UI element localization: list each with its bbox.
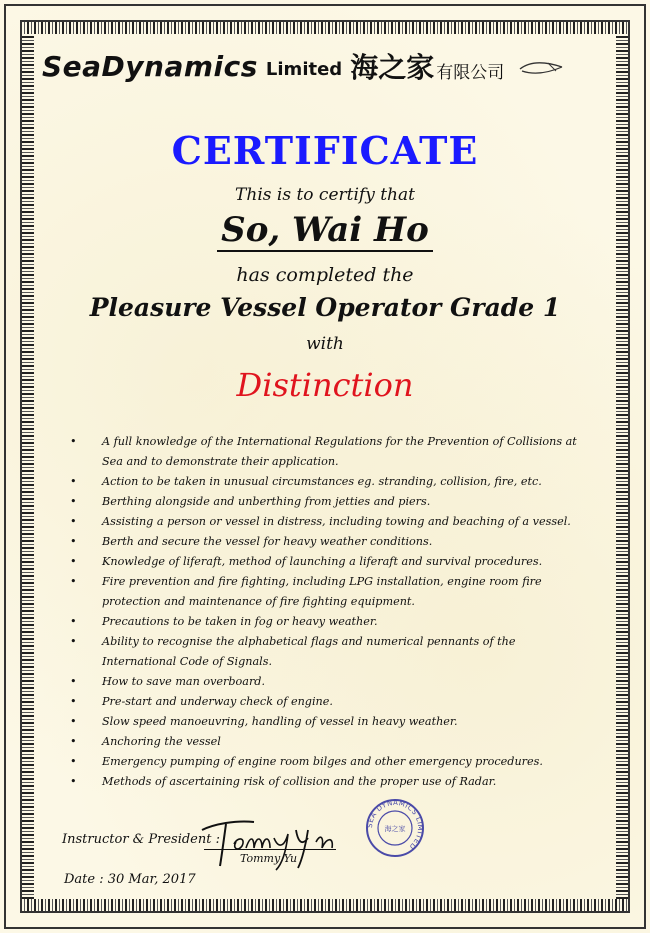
list-item-text: Assisting a person or vessel in distress, including towing and beaching of a vessel. (102, 515, 571, 528)
bullet-icon: • (70, 555, 77, 568)
signature-line (204, 849, 336, 850)
certificate-title: CERTIFICATE (171, 128, 479, 173)
list-item (68, 732, 588, 752)
competency-list (68, 432, 588, 792)
bullet-icon: • (70, 615, 77, 628)
list-item-text: How to save man overboard. (102, 675, 266, 688)
bullet-icon: • (70, 515, 77, 528)
bullet-icon: • (70, 775, 77, 788)
list-item (68, 692, 588, 712)
list-item (68, 572, 588, 612)
svg-text:海之家: 海之家 (384, 825, 406, 833)
list-item-text: Emergency pumping of engine room bilges and other emergency procedures. (102, 755, 543, 768)
signatory-name: Tommy Yu (240, 852, 298, 865)
bullet-icon: • (70, 695, 77, 708)
list-item-text: Pre-start and underway check of engine. (102, 695, 333, 708)
bullet-icon: • (70, 475, 77, 488)
chinese-company-name: 海之家 (350, 51, 435, 84)
bullet-icon: • (70, 495, 77, 508)
list-item (68, 612, 588, 632)
bullet-icon: • (70, 715, 77, 728)
list-item-text: Methods of ascertaining risk of collision and the proper use of Radar. (102, 775, 497, 788)
bullet-icon: • (70, 675, 77, 688)
instructor-label: Instructor & President : (62, 832, 220, 847)
list-item (68, 712, 588, 732)
list-item-text: Berth and secure the vessel for heavy weather conditions. (102, 535, 433, 548)
chinese-company-suffix: 有限公司 (436, 62, 505, 83)
svg-text:SEA DYNAMICS LIMITED: SEA DYNAMICS LIMITED (365, 798, 425, 851)
list-item (68, 772, 588, 792)
bullet-icon: • (70, 535, 77, 548)
grade-text: Distinction (236, 366, 414, 404)
bullet-icon: • (70, 435, 77, 448)
list-item (68, 472, 588, 492)
bullet-icon: • (70, 755, 77, 768)
bullet-icon: • (70, 635, 77, 648)
list-item (68, 432, 588, 472)
with-text: with (306, 334, 344, 354)
bullet-icon: • (70, 575, 77, 588)
list-item (68, 752, 588, 772)
list-item-text: Anchoring the vessel (102, 735, 221, 748)
wave-swoosh-icon (518, 57, 564, 79)
list-item-text: Slow speed manoeuvring, handling of vessel in heavy weather. (102, 715, 458, 728)
recipient-name-wrap (0, 210, 650, 250)
recipient-name: So, Wai Ho (217, 210, 433, 252)
list-item-text: Precautions to be taken in fog or heavy weather. (102, 615, 378, 628)
list-item (68, 632, 588, 672)
list-item-text: Berthing alongside and unberthing from jetties and piers. (102, 495, 431, 508)
list-item (68, 552, 588, 572)
company-seal-icon (362, 798, 428, 858)
certify-text: This is to certify that (235, 185, 415, 205)
bullet-icon: • (70, 735, 77, 748)
list-item (68, 492, 588, 512)
list-item-text: Action to be taken in unusual circumstances eg. stranding, collision, fire, etc. (102, 475, 542, 488)
course-name: Pleasure Vessel Operator Grade 1 (89, 293, 561, 322)
list-item-text: Ability to recognise the alphabetical flags and numerical pennants of the International Code of Signals. (102, 635, 516, 668)
completed-text: has completed the (236, 264, 414, 286)
list-item (68, 512, 588, 532)
company-name: SeaDynamics (42, 49, 258, 83)
list-item (68, 532, 588, 552)
certificate-date: Date : 30 Mar, 2017 (64, 872, 196, 887)
company-suffix: Limited (265, 58, 343, 80)
company-header (42, 44, 612, 88)
list-item-text: A full knowledge of the International Regulations for the Prevention of Collisions at Sea and to demonstrate their application. (102, 435, 577, 468)
list-item-text: Knowledge of liferaft, method of launching a liferaft and survival procedures. (102, 555, 543, 568)
list-item-text: Fire prevention and fire fighting, including LPG installation, engine room fire protection and maintenance of fire fighting equipment. (102, 575, 542, 608)
list-item (68, 672, 588, 692)
